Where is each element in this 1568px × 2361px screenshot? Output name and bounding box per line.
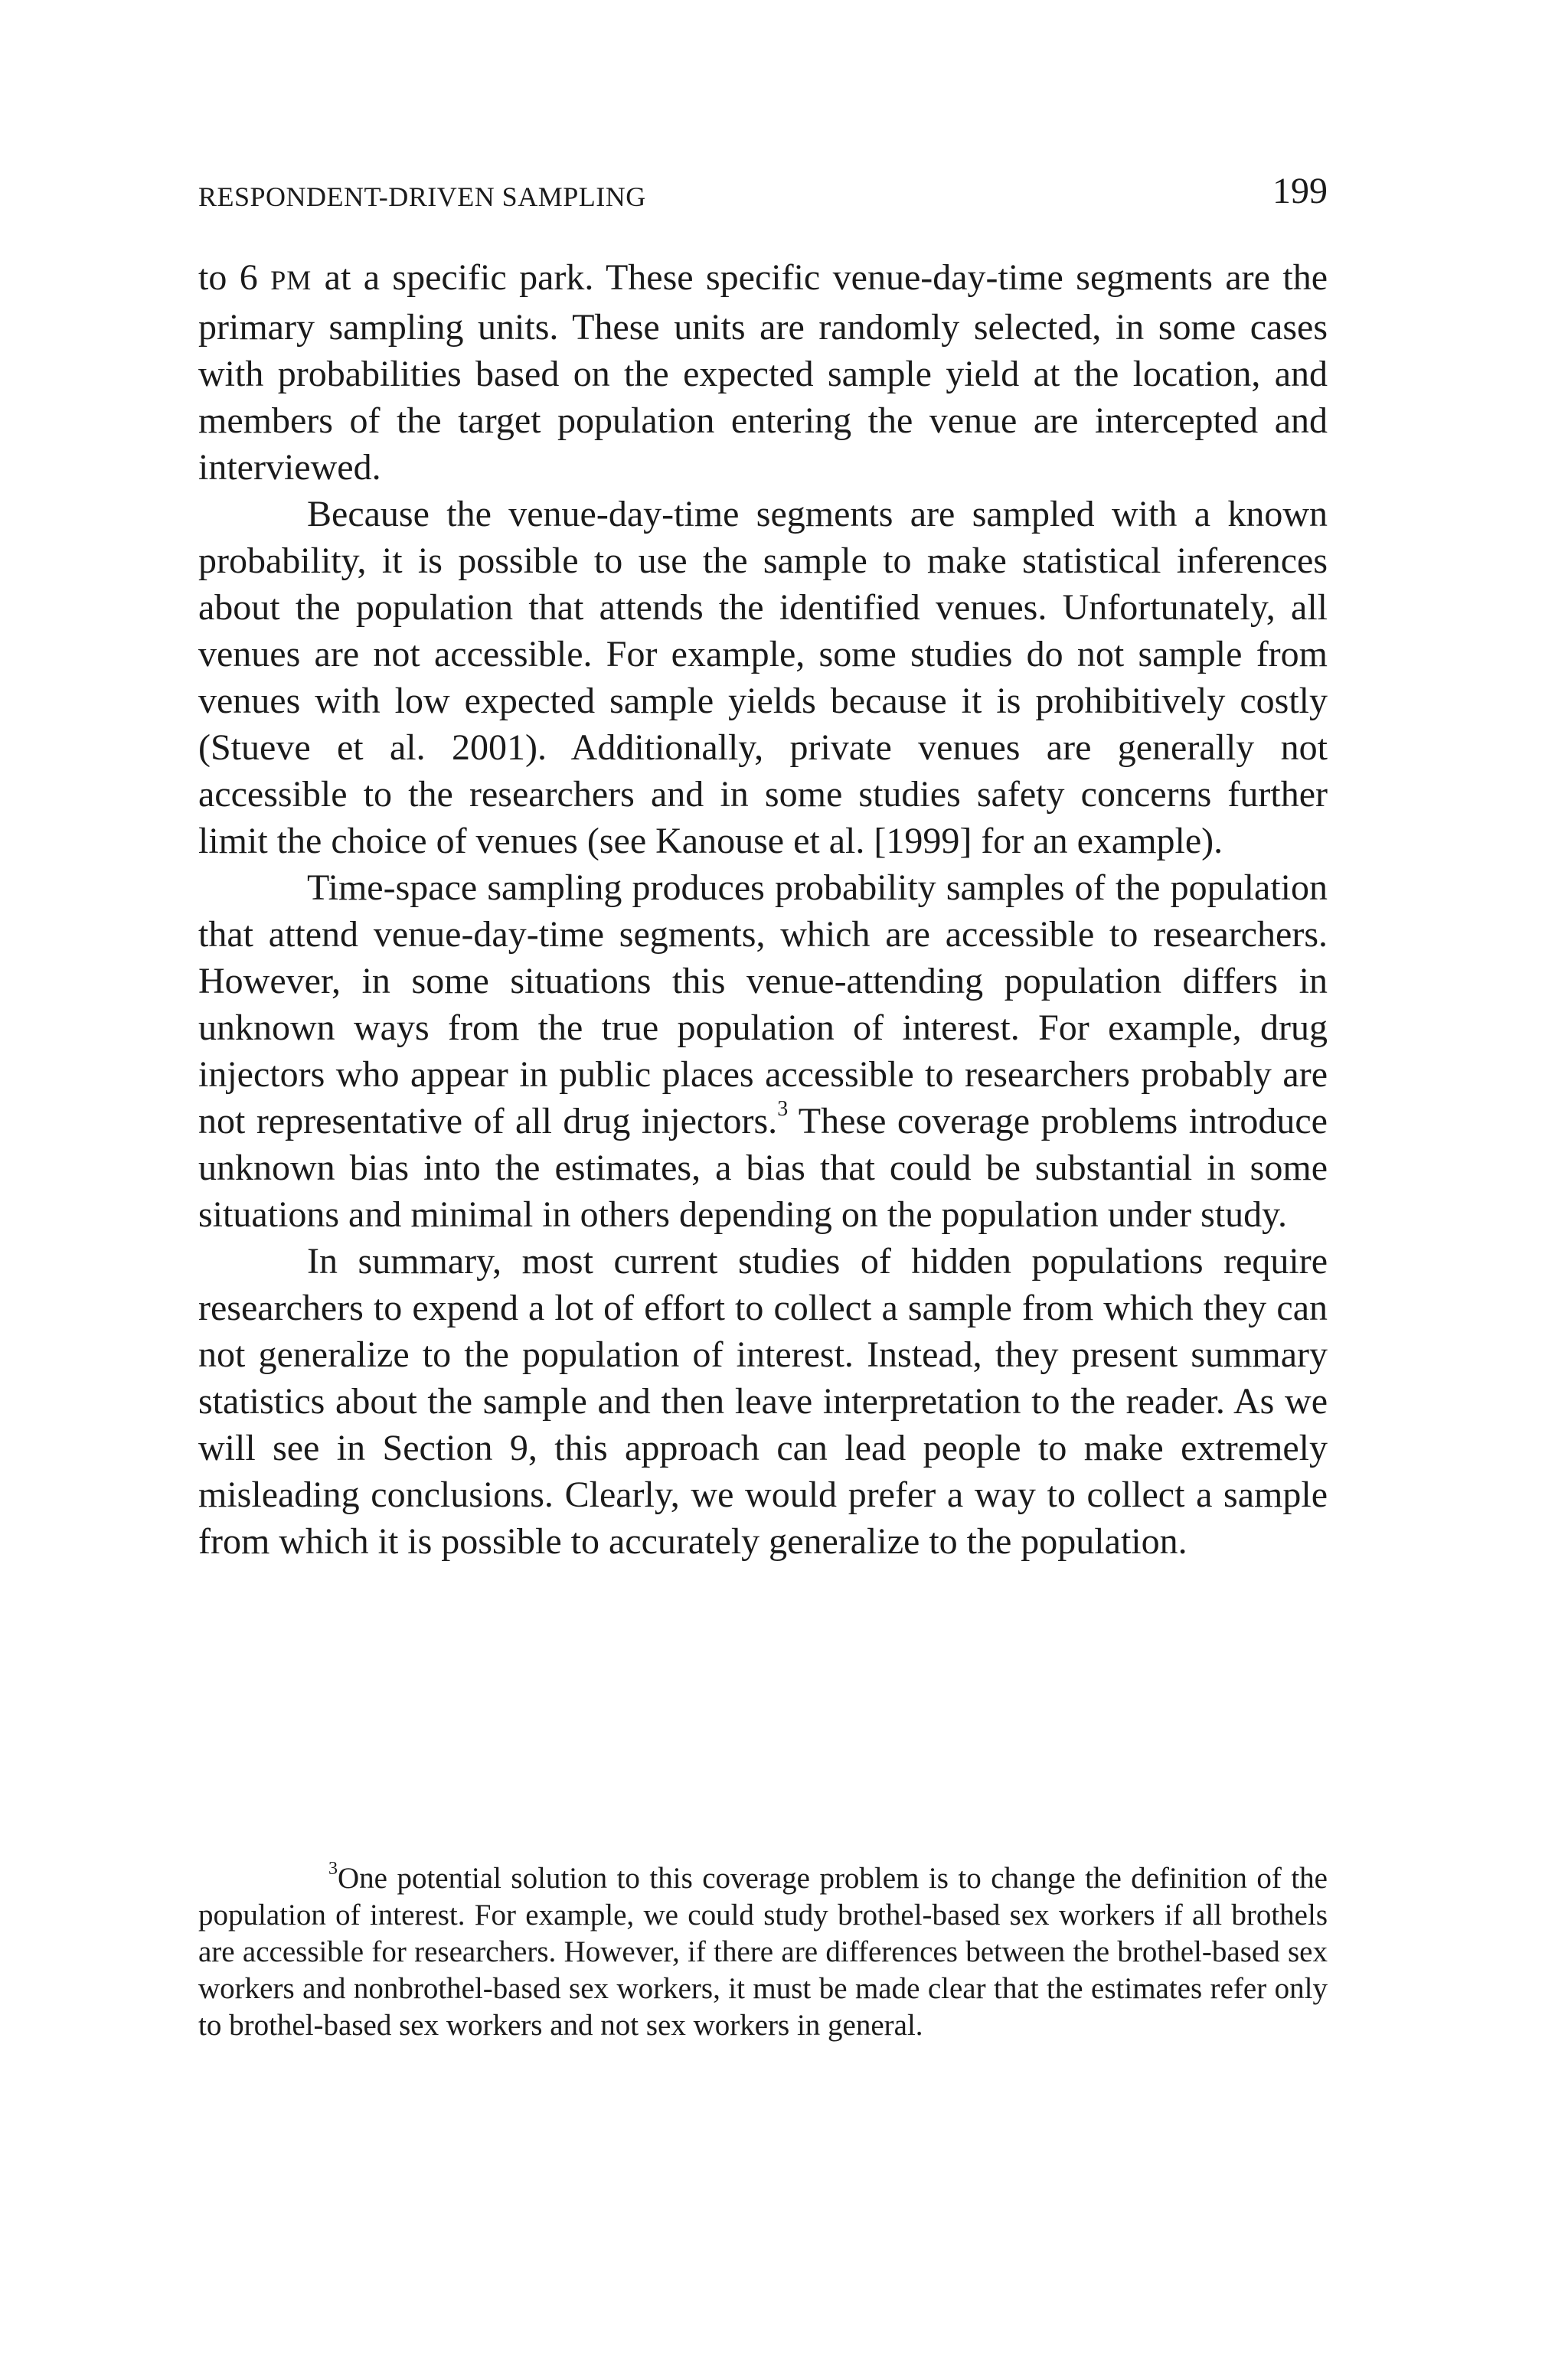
page-number: 199 — [1272, 171, 1328, 211]
paragraph-1-rest: at a specific park. These specific venue-day-time segments are the primary sampling units. These units are randomly selected, in some cases with probabilities based on the expected sample yield at the location, and members of the target population entering the venue are intercepted and interviewed. — [198, 257, 1328, 488]
paragraph-3 — [198, 864, 1328, 1238]
footnote-marker: 3 — [328, 1859, 338, 1879]
paragraph-4: In summary, most current studies of hidden populations require researchers to expend a lot of effort to collect a sample from which they can not generalize to the population of interest. Instead, they present summary statistics about the sample and then leave interpretation to the reader. As we will see in Section 9, this approach can lead people to make extremely misleading conclusions. Clearly, we would prefer a way to collect a sample from which it is possible to accurately generalize to the population. — [198, 1241, 1328, 1562]
running-title: RESPONDENT-DRIVEN SAMPLING — [198, 181, 646, 212]
page — [198, 170, 1328, 1565]
paragraph-3-rest: These coverage problems introduce unknown bias into the estimates, a bias that could be substantial in some situations and minimal in others depending on the population under study. — [198, 1101, 1328, 1235]
running-head — [198, 170, 1328, 216]
body-text — [198, 254, 1328, 1565]
paragraph-3-start: Time-space sampling produces probability samples of the population that attend venue-day-time segments, which are accessible to researchers. However, in some situations this venue-attending population differs in unknown ways from the true population of interest. For example, drug injectors who appear in public places accessible to researchers probably are not representative of all drug injectors. — [198, 867, 1328, 1141]
footnote-3 — [198, 1860, 1328, 2044]
footnote-reference[interactable]: 3 — [777, 1097, 789, 1121]
footnote-text: One potential solution to this coverage problem is to change the definition of the population of interest. For example, we could study brothel-based sex workers if all brothels are accessible for researchers. However, if there are differences between the brothel-based sex workers and nonbrothel-based sex workers, it must be made clear that the estimates refer only to brothel-based sex workers and not sex workers in general. — [198, 1862, 1328, 2042]
paragraph-1-start: to 6 — [198, 257, 271, 298]
time-abbreviation: PM — [270, 265, 312, 296]
footnote — [198, 1860, 1328, 2044]
paragraph-2: Because the venue-day-time segments are sampled with a known probability, it is possible to use the sample to make statistical inferences about the population that attends the identified venues. Unfortunately, all venues are not accessible. For example, some studies do not sample from venues with low expected sample yields because it is prohibitively costly (Stueve et al. 2001). Additionally, private venues are generally not accessible to the researchers and in some studies safety concerns further limit the choice of venues (see Kanouse et al. [1999] for an example). — [198, 494, 1328, 861]
paragraph-1 — [198, 254, 1328, 491]
